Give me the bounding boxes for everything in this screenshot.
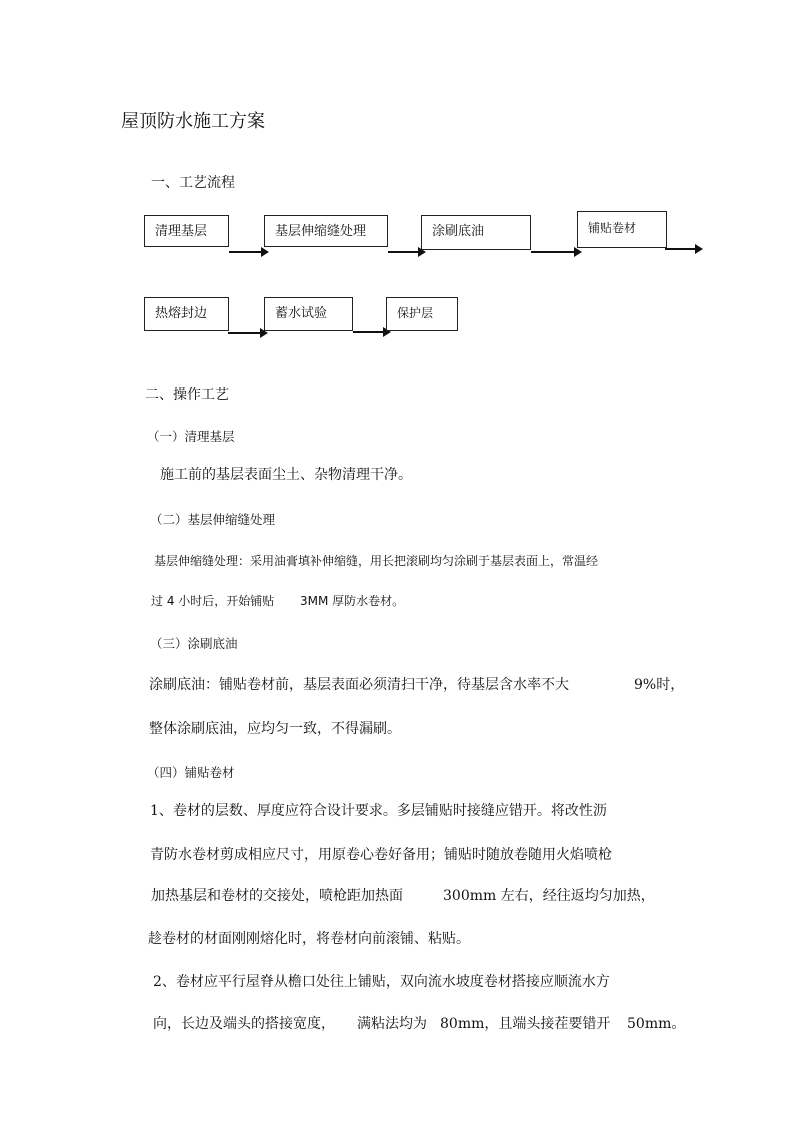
flow-step-heat-seal [144, 297, 229, 331]
subsection-heading-membrane: （四）铺贴卷材 [147, 765, 235, 780]
flow-step-primer [421, 215, 531, 250]
paragraph-line: 满粘法均为 [357, 1016, 427, 1032]
flow-step-label: 涂刷底油 [432, 224, 485, 239]
subsection-heading-expansion-joint: （二）基层伸缩缝处理 [150, 512, 276, 527]
flow-arrow [353, 331, 385, 333]
paragraph-line: 趁卷材的材面刚刚熔化时，将卷材向前滚铺、粘贴。 [148, 931, 470, 947]
paragraph-line: 3MM 厚防水卷材。 [300, 594, 405, 608]
subsection-heading-clean-base: （一）清理基层 [147, 429, 235, 444]
flow-arrow [388, 251, 420, 253]
section-heading-process-flow: 一、工艺流程 [151, 175, 235, 191]
flow-step-label: 蓄水试验 [275, 306, 328, 321]
paragraph-line: 300mm 左右，经往返均匀加热， [443, 888, 655, 904]
flow-arrow [228, 332, 262, 334]
flow-step-clean-base [144, 215, 229, 247]
paragraph-line: 9%时， [634, 677, 685, 693]
flow-arrow [665, 248, 697, 250]
document-title: 屋顶防水施工方案 [121, 111, 265, 132]
flow-step-label: 保护层 [397, 306, 434, 320]
flow-step-label: 清理基层 [155, 224, 208, 239]
paragraph-line: 2、卷材应平行屋脊从檐口处往上铺贴，双向流水坡度卷材搭接应顺流水方 [153, 974, 610, 990]
flow-step-protection-layer [386, 297, 458, 331]
paragraph-line: 基层伸缩缝处理：采用油膏填补伸缩缝，用长把滚刷均匀涂刷于基层表面上，常温经 [154, 554, 599, 568]
section-heading-operation: 二、操作工艺 [145, 387, 229, 403]
flow-step-membrane [577, 211, 667, 248]
paragraph-line: 50mm。 [627, 1016, 686, 1032]
paragraph-line: 涂刷底油：铺贴卷材前，基层表面必须清扫干净，待基层含水率不大 [149, 677, 569, 693]
paragraph-line: 向，长边及端头的搭接宽度， [153, 1016, 335, 1032]
paragraph-line: 青防水卷材剪成相应尺寸，用原卷心卷好备用；铺贴时随放卷随用火焰喷枪 [150, 847, 612, 863]
flow-step-label: 铺贴卷材 [588, 221, 637, 235]
flow-step-water-test [264, 297, 353, 331]
paragraph-line: 过 4 小时后，开始铺贴 [151, 594, 275, 608]
flow-step-label: 基层伸缩缝处理 [275, 224, 367, 239]
paragraph-line: 施工前的基层表面尘土、杂物清理干净。 [160, 467, 412, 483]
flow-arrow [531, 251, 576, 253]
paragraph-line: 加热基层和卷材的交接处，喷枪距加热面 [151, 888, 403, 904]
subsection-heading-primer: （三）涂刷底油 [150, 636, 238, 651]
paragraph-line: 1、卷材的层数、厚度应符合设计要求。多层铺贴时接缝应错开。将改性沥 [150, 803, 607, 819]
flow-arrow [229, 251, 263, 253]
paragraph-line: 80mm，且端头接茬要错开 [440, 1016, 611, 1032]
flow-step-label: 热熔封边 [155, 306, 208, 321]
paragraph-line: 整体涂刷底油，应均匀一致，不得漏刷。 [149, 721, 401, 737]
flow-step-expansion-joint [264, 215, 388, 247]
